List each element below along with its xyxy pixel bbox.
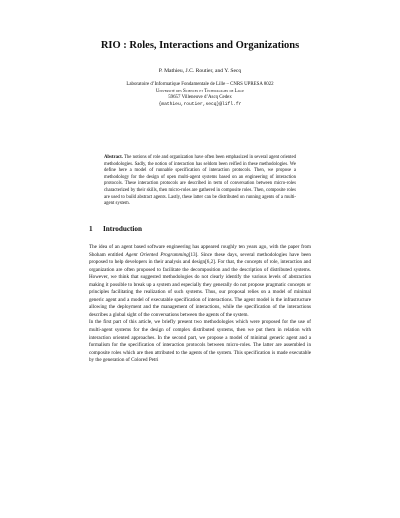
section-title: Introduction: [103, 225, 143, 233]
abstract-text: The notions of role and organization have often been emphasized in several agent oriented methodologies. Sadly, the notion of interaction has seldom been reified in these methodologies. We define here a model of runnable specification of interaction protocols. Then, we propose a methodology for the design of open multi-agent systems based on an engineering of interaction protocols. These interaction protocols are described in term of conversation between micro-roles characterized by their skills, then micro-roles are gathered in composite roles. Then, composite roles are used to build abstract agents. Lastly, these latter can be distributed on running agents of a multi-agent system.: [104, 155, 296, 207]
author-list: P. Mathieu, J.C. Routier, and Y. Secq: [158, 68, 242, 74]
affiliation-city: 59657 Villeneuve d’Ascq Cedex: [168, 95, 232, 100]
body-text-run: [13]. Since these days, several methodologies have been proposed to help developers in their analysis and design[6,2]. For that, the concepts of role, interaction and organization are often proposed to facilitate the decomposition and the description of distributed systems. However, we think that suggested methodologies do not clearly identify the various levels of abstraction making it possible to break up a system and especially they generally do not propose pragmatic concepts or principles facilitating the realization of such systems. Thus, our proposal relies on a model of minimal generic agent and a model of executable specification of interactions. The agent model is the infrastructure allowing the deployment and the management of interactions, while the specification of the interactions describes a global sight of the conversations between the agents of the system.: [89, 251, 311, 318]
emphasized-title: Agent Oriented Programming: [125, 251, 189, 258]
section-heading: [89, 225, 142, 233]
affiliation-lab: Laboratoire d’Informatique Fondamentale de Lille – CNRS UPRESA 8022: [126, 82, 274, 87]
body-text: [89, 244, 311, 365]
affiliation-block: [0, 82, 400, 108]
paper-title: RIO : Roles, Interactions and Organizations: [100, 40, 300, 51]
abstract: [104, 155, 296, 208]
author-email: {mathieu,routier,secq}@lifl.fr: [158, 101, 242, 107]
affiliation-university: Université des Sciences et Technologies de Lille: [155, 88, 245, 94]
body-text-run: The idea of an agent based software engineering has appeared roughly ten years ago, with the paper from Shoham entitled: [89, 244, 311, 258]
abstract-label: Abstract.: [104, 155, 123, 160]
section-number: 1: [89, 225, 93, 233]
body-paragraph: In the first part of this article, we briefly present two methodologies which were proposed for the use of multi-agent systems for the design of complex distributed systems, then we put them in relation with interaction oriented approaches. In the second part, we propose a model of minimal generic agent and a formalism for the specification of interaction protocols between micro-roles. The latter are assembled in composite roles which are then attributed to the agents of the system. This specification is made executable by the generation of Colored Petri: [89, 319, 311, 364]
body-paragraph: [89, 244, 311, 319]
